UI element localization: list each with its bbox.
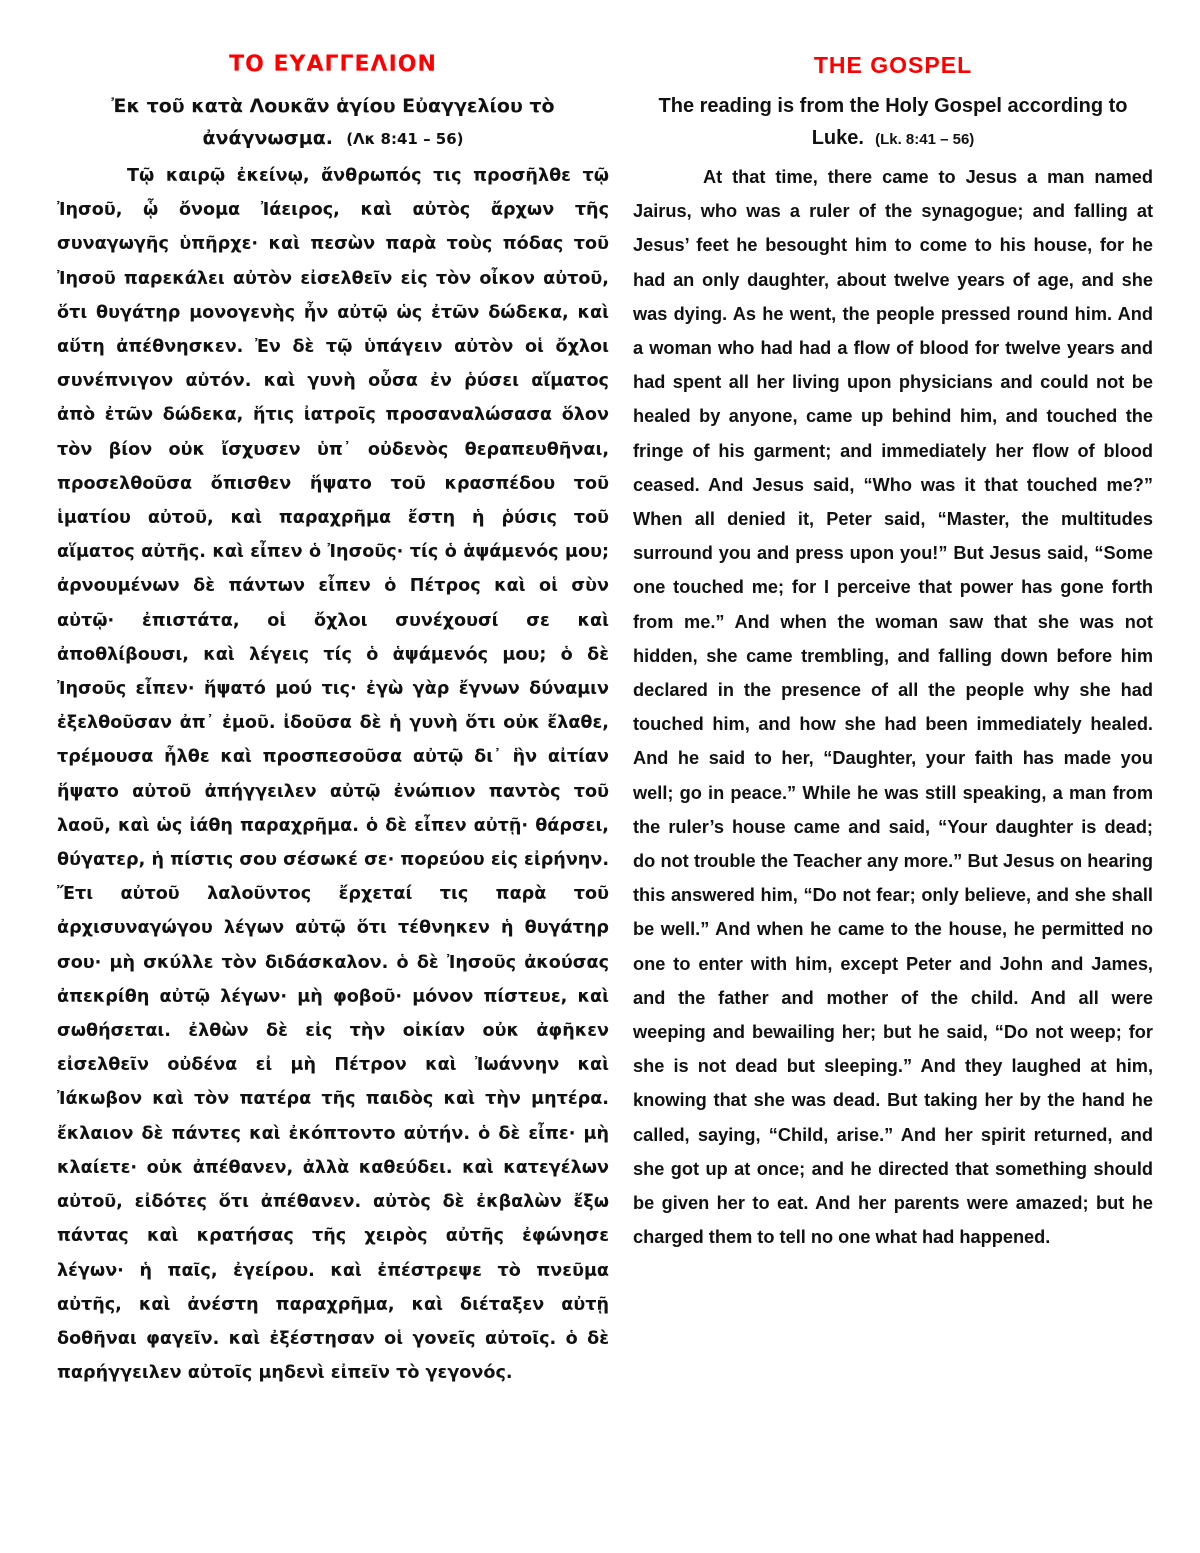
english-gospel-text: At that time, there came to Jesus a man named Jairus, who was a ruler of the synagogue; and falling at Jesus’ feet he besought him to come to his house, for he had an only daughter, about twelve years of age, and she was dying. As he went, the people pressed round him. And a woman who had had a flow of blood for twelve years and had spent all her living upon physicians and could not be healed by anyone, came up behind him, and touched the fringe of his garment; and immediately her flow of blood ceased. And Jesus said, “Who was it that touched me?” When all denied it, Peter said, “Master, the multitudes surround you and press upon you!” But Jesus said, “Some one touched me; for I perceive that power has gone forth from me.” And when the woman saw that she was not hidden, she came trembling, and falling down before him declared in the presence of all the people why she had touched him, and how she had been immediately healed. And he said to her, “Daughter, your faith has made you well; go in peace.” While he was still speaking, a man from the ruler’s house came and said, “Your daughter is dead; do not trouble the Teacher any more.” But Jesus on hearing this answered him, “Do not fear; only believe, and she shall be well.” And when he came to the house, he permitted no one to enter with him, except Peter and John and James, and the father and mother of the child. And all were weeping and bewailing her; but he said, “Do not weep; for she is not dead but sleeping.” And they laughed at him, knowing that she was dead. But taking her by the hand he called, saying, “Child, arise.” And her spirit returned, and she got up at once; and he directed that something should be given her to eat. And her parents were amazed; but he charged them to tell no one what had happened. (633, 167, 1153, 1248)
english-title: THE GOSPEL (813, 52, 973, 78)
english-subtitle (633, 90, 1153, 156)
greek-subtitle-text: Ἐκ τοῦ κατὰ Λουκᾶν ἁγίου Εὐαγγελίου τὸ ἀνάγνωσμα. (111, 95, 555, 149)
greek-subtitle (57, 90, 609, 155)
english-column (633, 48, 1153, 1255)
english-subtitle-text: The reading is from the Holy Gospel according to Luke. (658, 95, 1128, 149)
greek-title: ΤΟ ΕΥΑΓΓΕΛΙΟΝ (229, 52, 437, 77)
greek-gospel-text: Τῷ καιρῷ ἐκείνῳ, ἄνθρωπός τις προσῆλθε τῷ Ἰησοῦ, ᾧ ὄνομα Ἰάειρος, καὶ αὐτὸς ἄρχων τῆς συναγωγῆς ὑπῆρχε· καὶ πεσὼν παρὰ τοὺς πόδας τοῦ Ἰησοῦ παρεκάλει αὐτὸν εἰσελθεῖν εἰς τὸν οἶκον αὐτοῦ, ὅτι θυγάτηρ μονογενὴς ἦν αὐτῷ ὡς ἐτῶν δώδεκα, καὶ αὕτη ἀπέθνησκεν. Ἐν δὲ τῷ ὑπάγειν αὐτὸν οἱ ὄχλοι συνέπνιγον αὐτόν. καὶ γυνὴ οὖσα ἐν ῥύσει αἵματος ἀπὸ ἐτῶν δώδεκα, ἥτις ἰατροῖς προσαναλώσασα ὅλον τὸν βίον οὐκ ἴσχυσεν ὑπ᾽ οὐδενὸς θεραπευθῆναι, προσελθοῦσα ὄπισθεν ἥψατο τοῦ κρασπέδου τοῦ ἱματίου αὐτοῦ, καὶ παραχρῆμα ἔστη ἡ ῥύσις τοῦ αἵματος αὐτῆς. καὶ εἶπεν ὁ Ἰησοῦς· τίς ὁ ἁψάμενός μου; ἀρνουμένων δὲ πάντων εἶπεν ὁ Πέτρος καὶ οἱ σὺν αὐτῷ· ἐπιστάτα, οἱ ὄχλοι συνέχουσί σε καὶ ἀποθλίβουσι, καὶ λέγεις τίς ὁ ἁψάμενός μου; ὁ δὲ Ἰησοῦς εἶπεν· ἥψατό μού τις· ἐγὼ γὰρ ἔγνων δύναμιν ἐξελθοῦσαν ἀπ᾽ ἐμοῦ. ἰδοῦσα δὲ ἡ γυνὴ ὅτι οὐκ ἔλαθε, τρέμουσα ἦλθε καὶ προσπεσοῦσα αὐτῷ δι᾽ ἣν αἰτίαν ἥψατο αὐτοῦ ἀπήγγειλεν αὐτῷ ἐνώπιον παντὸς τοῦ λαοῦ, καὶ ὡς ἰάθη παραχρῆμα. ὁ δὲ εἶπεν αὐτῇ· θάρσει, θύγατερ, ἡ πίστις σου σέσωκέ σε· πορεύου εἰς εἰρήνην. Ἔτι αὐτοῦ λαλοῦντος ἔρχεταί τις παρὰ τοῦ ἀρχισυναγώγου λέγων αὐτῷ ὅτι τέθνηκεν ἡ θυγάτηρ σου· μὴ σκύλλε τὸν διδάσκαλον. ὁ δὲ Ἰησοῦς ἀκούσας ἀπεκρίθη αὐτῷ λέγων· μὴ φοβοῦ· μόνον πίστευε, καὶ σωθήσεται. ἐλθὼν δὲ εἰς τὴν οἰκίαν οὐκ ἀφῆκεν εἰσελθεῖν οὐδένα εἰ μὴ Πέτρον καὶ Ἰωάννην καὶ Ἰάκωβον καὶ τὸν πατέρα τῆς παιδὸς καὶ τὴν μητέρα. ἔκλαιον δὲ πάντες καὶ ἐκόπτοντο αὐτήν. ὁ δὲ εἶπε· μὴ κλαίετε· οὐκ ἀπέθανεν, ἀλλὰ καθεύδει. καὶ κατεγέλων αὐτοῦ, εἰδότες ὅτι ἀπέθανεν. αὐτὸς δὲ ἐκβαλὼν ἔξω πάντας καὶ κρατήσας τῆς χειρὸς αὐτῆς ἐφώνησε λέγων· ἡ παῖς, ἐγείρου. καὶ ἐπέστρεψε τὸ πνεῦμα αὐτῆς, καὶ ἀνέστη παραχρῆμα, καὶ διέταξεν αὐτῇ δοθῆναι φαγεῖν. καὶ ἐξέστησαν οἱ γονεῖς αὐτοῖς. ὁ δὲ παρήγγειλεν αὐτοῖς μηδενὶ εἰπεῖν τὸ γεγονός. (57, 166, 609, 1384)
greek-column (57, 48, 609, 1390)
english-scripture-reference: (Lk. 8:41 – 56) (875, 131, 975, 148)
greek-scripture-reference: (Λκ 8:41 – 56) (346, 130, 464, 148)
